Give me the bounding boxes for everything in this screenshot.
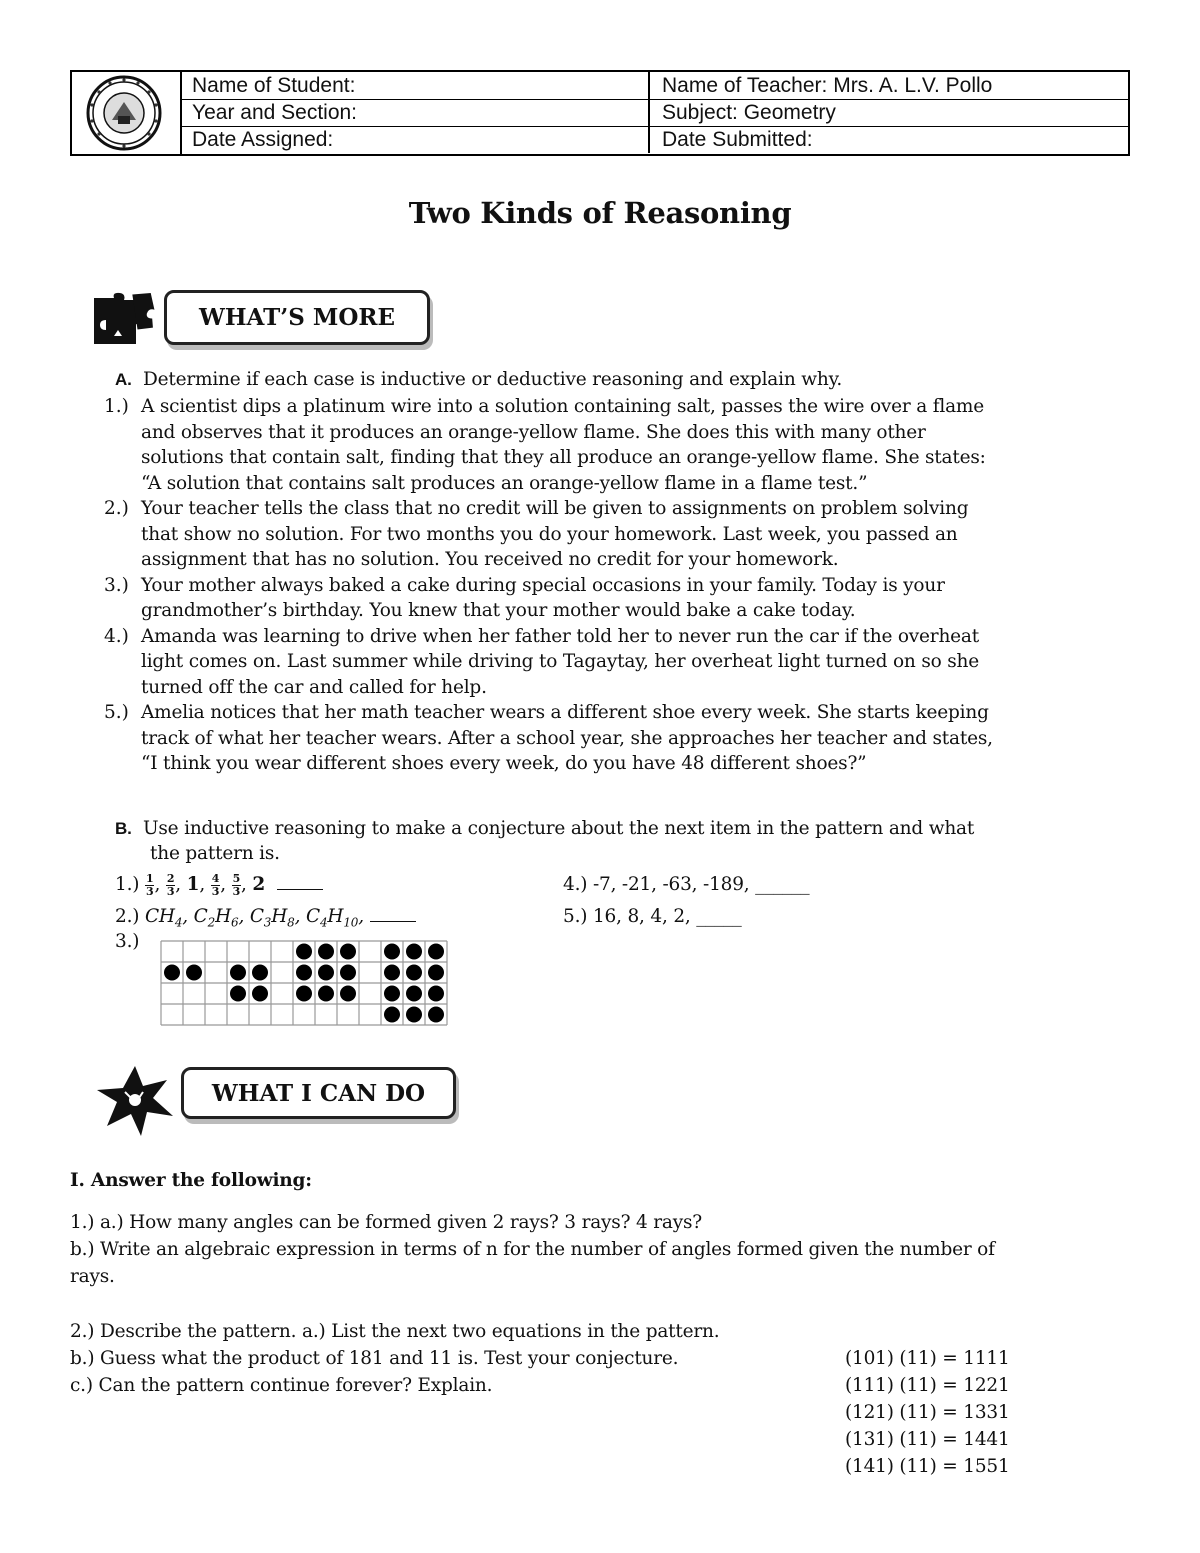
formula-sequence: $CH_4$, $C_2H_6$, $C_3H_8$, $C_4H_{10}$, xyxy=(144,906,370,930)
part-a-item-2-line: that show no solution. For two months you do your homework. Last week, you passed an xyxy=(141,523,958,545)
part-a-item-2-line: assignment that has no solution. You received no credit for your homework. xyxy=(141,549,839,570)
dot xyxy=(428,944,444,960)
numerator: 5 xyxy=(232,871,241,885)
part-a-item-1-line: A scientist dips a platinum wire into a solution containing salt, passes the wire over a flame xyxy=(141,396,985,417)
part-a-item-3-line: grandmother’s birthday. You knew that your mother would bake a cake today. xyxy=(141,600,856,621)
part-a-item-4-line: Amanda was learning to drive when her father told her to never run the car if the overheat xyxy=(141,625,979,647)
numerator: 1 xyxy=(145,871,154,885)
formula-term: $C_4H_{10}$ xyxy=(305,906,359,930)
denominator: 3 xyxy=(145,884,154,898)
fraction-term xyxy=(145,873,154,898)
dot xyxy=(340,986,356,1002)
fraction-term xyxy=(211,873,220,898)
formula-term: $C_2H_6$ xyxy=(193,906,239,930)
q1-line-1: 1.) a.) How many angles can be formed given 2 rays? 3 rays? 4 rays? xyxy=(70,1212,702,1233)
part-b-item-2 xyxy=(115,904,416,936)
dot xyxy=(230,986,246,1002)
dot xyxy=(384,965,400,981)
part-b-instruction-line-2: the pattern is. xyxy=(150,843,280,864)
part-a-item-3-line: Your mother always baked a cake during special occasions in your family. Today is your xyxy=(141,574,945,596)
name-of-student-field[interactable]: Name of Student: xyxy=(180,72,650,99)
year-and-section-field[interactable]: Year and Section: xyxy=(180,99,650,126)
subject-field: Subject: Geometry xyxy=(662,101,836,124)
dot xyxy=(230,965,246,981)
puzzle-icon xyxy=(92,292,156,346)
part-a-item-4-line: light comes on. Last summer while driving to Tagaytay, her overheat light turned on so she xyxy=(141,651,979,672)
part-a-item-5-line: Amelia notices that her math teacher wears a different shoe every week. She starts keeping xyxy=(141,702,989,723)
part-b-item-1 xyxy=(115,872,323,898)
dot xyxy=(252,986,268,1002)
part-a-item-1-line: solutions that contain salt, finding that they all produce an orange-yellow flame. She states: xyxy=(141,447,986,468)
fraction-term xyxy=(232,873,241,898)
dot xyxy=(318,986,334,1002)
numerator: 2 xyxy=(166,871,175,885)
equation-1: (101) (11) = 1111 xyxy=(845,1348,1010,1369)
dot xyxy=(384,986,400,1002)
sequence-term: 1 xyxy=(186,874,200,895)
part-a-instruction xyxy=(115,367,842,393)
answer-heading: I. Answer the following: xyxy=(70,1170,312,1191)
part-a-item-1-line: “A solution that contains salt produces an orange-yellow flame in a flame test.” xyxy=(141,472,868,494)
answer-blank[interactable] xyxy=(370,907,416,922)
dot xyxy=(340,965,356,981)
part-a-item-1-num: 1.) xyxy=(104,396,129,417)
dot xyxy=(406,1007,422,1023)
dot xyxy=(296,965,312,981)
part-b-letter: B. xyxy=(115,819,132,838)
header-row-2 xyxy=(180,99,1128,127)
equation-4: (131) (11) = 1441 xyxy=(845,1429,1010,1450)
part-a-item-1-line: and observes that it produces an orange-yellow flame. She does this with many other xyxy=(141,421,926,443)
fraction-sequence: $\frac{1}{3}$ , $\frac{2}{3}$ , 1, $\frac{4}{3}$ , $\frac{5}{3}$ , 2 xyxy=(145,871,266,898)
what-i-can-do-banner: WHAT I CAN DO xyxy=(181,1067,456,1119)
part-b-item-1-num: 1.) xyxy=(115,874,140,895)
part-b-item-5: 5.) 16, 8, 4, 2, _____ xyxy=(563,906,742,927)
dot xyxy=(406,944,422,960)
equation-3: (121) (11) = 1331 xyxy=(845,1402,1010,1423)
header-table xyxy=(70,70,1130,156)
part-a-item-2-line: Your teacher tells the class that no credit will be given to assignments on problem solving xyxy=(141,498,969,519)
denominator: 3 xyxy=(232,884,241,898)
dot xyxy=(384,1007,400,1023)
dot xyxy=(384,944,400,960)
q2-line-2: b.) Guess what the product of 181 and 11 is. Test your conjecture. xyxy=(70,1348,679,1369)
part-b-item-4: 4.) -7, -21, -63, -189, ______ xyxy=(563,874,810,895)
part-a-item-4-line: turned off the car and called for help. xyxy=(141,676,487,698)
numerator: 4 xyxy=(211,871,220,885)
dot xyxy=(406,986,422,1002)
q2-line-1: 2.) Describe the pattern. a.) List the next two equations in the pattern. xyxy=(70,1321,720,1342)
name-of-teacher-field: Name of Teacher: Mrs. A. L.V. Pollo xyxy=(662,74,993,97)
dot xyxy=(186,965,202,981)
dot xyxy=(164,965,180,981)
page-title: Two Kinds of Reasoning xyxy=(408,196,792,230)
dot xyxy=(406,965,422,981)
school-seal-cell xyxy=(72,72,182,154)
whats-more-banner: WHAT’S MORE xyxy=(164,290,430,345)
answer-blank[interactable] xyxy=(277,875,323,890)
header-row-3 xyxy=(180,126,1128,153)
school-seal-icon xyxy=(72,72,180,154)
date-submitted-field[interactable]: Date Submitted: xyxy=(662,128,813,151)
part-b-item-2-num: 2.) xyxy=(115,906,140,927)
fraction-term xyxy=(166,873,175,898)
star-figure-icon xyxy=(95,1064,175,1138)
equation-5: (141) (11) = 1551 xyxy=(845,1456,1010,1477)
dot-pattern-grid xyxy=(160,940,448,1028)
part-a-item-4-num: 4.) xyxy=(104,625,129,647)
part-b-instruction-line-1: Use inductive reasoning to make a conjecture about the next item in the pattern and what xyxy=(142,818,975,839)
dot xyxy=(318,944,334,960)
q2-line-3: c.) Can the pattern continue forever? Explain. xyxy=(70,1375,493,1396)
equation-2: (111) (11) = 1221 xyxy=(845,1375,1010,1396)
formula-term: $C_3H_8$ xyxy=(249,906,295,930)
denominator: 3 xyxy=(166,884,175,898)
part-b-instruction xyxy=(115,816,974,842)
dot xyxy=(252,965,268,981)
part-a-letter: A. xyxy=(115,370,132,389)
dot xyxy=(296,986,312,1002)
part-a-item-2-num: 2.) xyxy=(104,498,129,519)
part-a-item-5-line: track of what her teacher wears. After a school year, she approaches her teacher and states, xyxy=(141,727,993,749)
part-a-item-5-num: 5.) xyxy=(104,702,129,723)
sequence-term: 2 xyxy=(252,874,266,895)
dot xyxy=(428,986,444,1002)
formula-term: $CH_4$ xyxy=(144,906,183,930)
part-a-item-5-line: “I think you wear different shoes every week, do you have 48 different shoes?” xyxy=(141,753,867,774)
q1-line-3: rays. xyxy=(70,1266,115,1287)
part-a-instruction-text: Determine if each case is inductive or deductive reasoning and explain why. xyxy=(142,369,843,390)
part-b-item-3-num: 3.) xyxy=(115,931,140,952)
dot xyxy=(340,944,356,960)
denominator: 3 xyxy=(211,884,220,898)
q1-line-2: b.) Write an algebraic expression in terms of n for the number of angles formed given the number of xyxy=(70,1239,995,1260)
header-row-1 xyxy=(180,72,1128,100)
date-assigned-field[interactable]: Date Assigned: xyxy=(180,126,650,153)
part-a-item-3-num: 3.) xyxy=(104,574,129,596)
dot xyxy=(296,944,312,960)
dot xyxy=(428,1007,444,1023)
dot xyxy=(428,965,444,981)
dot xyxy=(318,965,334,981)
